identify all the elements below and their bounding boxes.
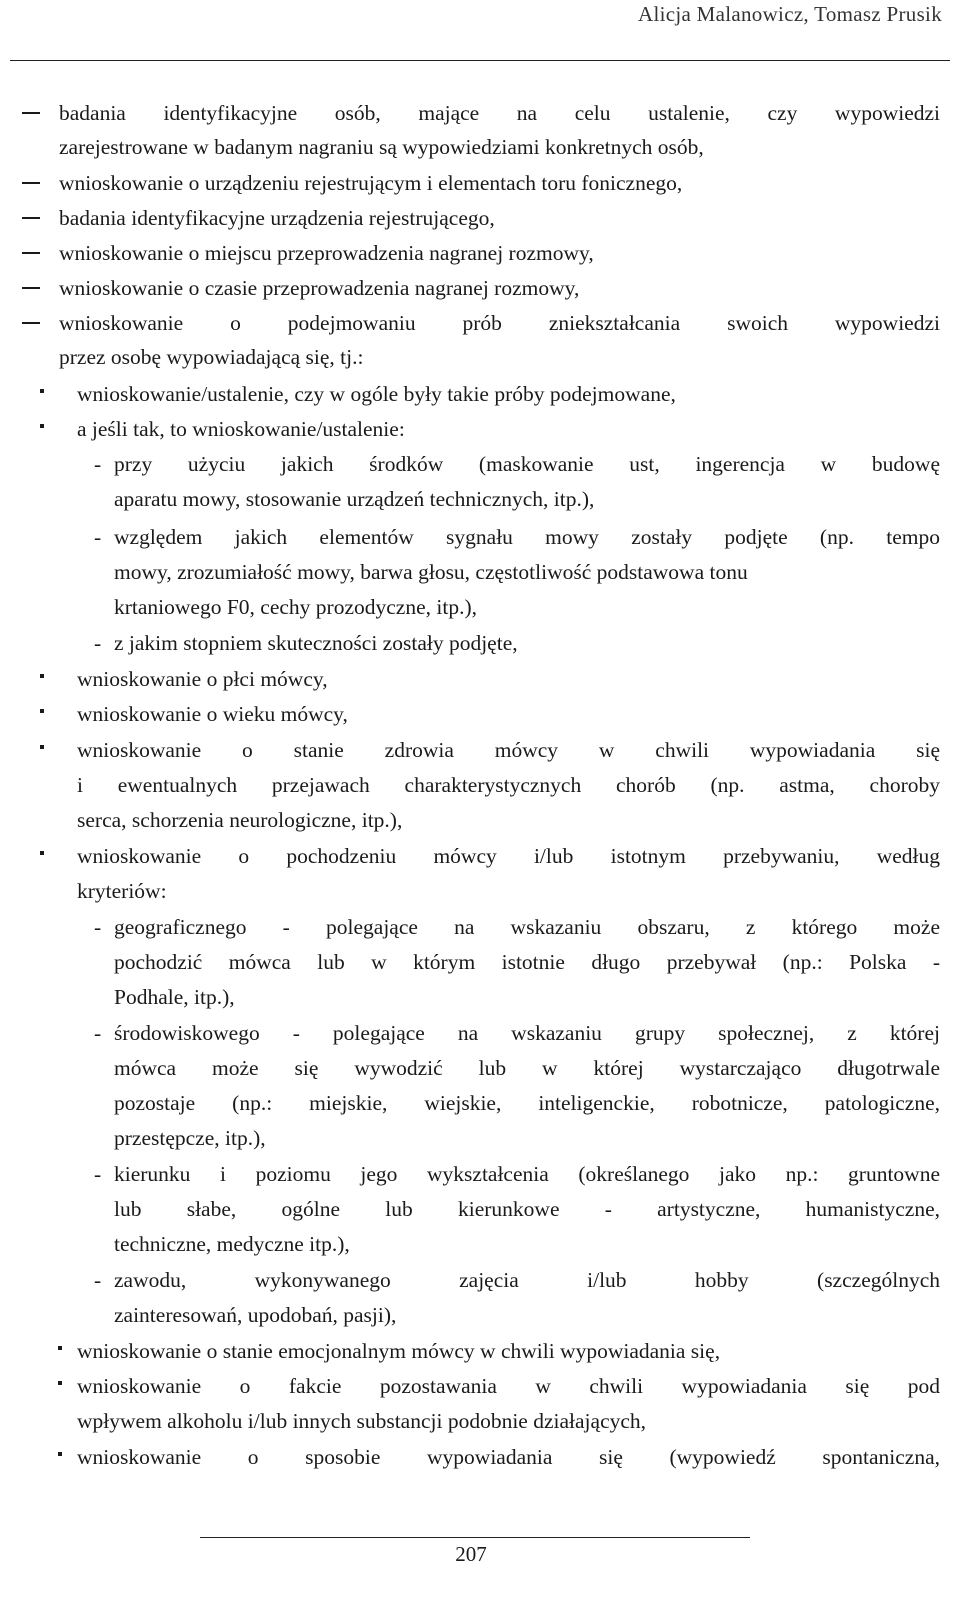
dash-bullet bbox=[22, 252, 40, 254]
text-line: środowiskowego - polegające na wskazaniu grupy społecznej, z której bbox=[114, 1021, 940, 1045]
text-line: zawodu, wykonywanego zajęcia i/lub hobby (szczególnych bbox=[114, 1268, 940, 1292]
text-line: przez osobę wypowiadającą się, tj.: bbox=[59, 345, 364, 369]
text-line: mówca może się wywodzić lub w której wystarczająco długotrwale bbox=[114, 1056, 940, 1080]
running-header: Alicja Malanowicz, Tomasz Prusik bbox=[637, 2, 942, 26]
text-line: krtaniowego F0, cechy prozodyczne, itp.), bbox=[114, 595, 477, 619]
text-line: wnioskowanie o stanie emocjonalnym mówcy w chwili wypowiadania się, bbox=[77, 1339, 721, 1363]
text-line: a jeśli tak, to wnioskowanie/ustalenie: bbox=[77, 417, 405, 441]
hyphen-bullet: - bbox=[94, 1162, 102, 1186]
dash-bullet bbox=[22, 112, 40, 114]
dash-bullet bbox=[22, 217, 40, 219]
dot-bullet bbox=[58, 1452, 62, 1456]
text-line: względem jakich elementów sygnału mowy zostały podjęte (np. tempo bbox=[114, 525, 940, 549]
text-line: wnioskowanie o sposobie wypowiadania się (wypowiedź spontaniczna, bbox=[77, 1445, 940, 1469]
text-line: zainteresowań, upodobań, pasji), bbox=[114, 1303, 397, 1327]
text-line: przestępcze, itp.), bbox=[114, 1126, 266, 1150]
text-line: wnioskowanie/ustalenie, czy w ogóle były takie próby podejmowane, bbox=[77, 382, 676, 406]
text-line: wnioskowanie o podejmowaniu prób zniekształcania swoich wypowiedzi bbox=[59, 311, 940, 335]
text-line: serca, schorzenia neurologiczne, itp.), bbox=[77, 808, 403, 832]
hyphen-bullet: - bbox=[94, 1268, 102, 1292]
text-line: aparatu mowy, stosowanie urządzeń technicznych, itp.), bbox=[114, 487, 595, 511]
text-line: badania identyfikacyjne osób, mające na celu ustalenie, czy wypowiedzi bbox=[59, 101, 940, 125]
text-line: wnioskowanie o czasie przeprowadzenia nagranej rozmowy, bbox=[59, 276, 580, 300]
dot-bullet bbox=[40, 709, 44, 713]
footer-rule bbox=[200, 1537, 750, 1538]
text-line: wpływem alkoholu i/lub innych substancji podobnie działających, bbox=[77, 1409, 647, 1433]
text-line: kierunku i poziomu jego wykształcenia (określanego jako np.: gruntowne bbox=[114, 1162, 940, 1186]
hyphen-bullet: - bbox=[94, 525, 102, 549]
dot-bullet bbox=[58, 1346, 62, 1350]
page-number: 207 bbox=[455, 1542, 487, 1566]
dash-bullet bbox=[22, 287, 40, 289]
text-line: Podhale, itp.), bbox=[114, 985, 235, 1009]
text-line: zarejestrowane w badanym nagraniu są wypowiedziami konkretnych osób, bbox=[59, 135, 704, 159]
dot-bullet bbox=[40, 745, 44, 749]
text-line: i ewentualnych przejawach charakterystycznych chorób (np. astma, choroby bbox=[77, 773, 940, 797]
text-line: pochodzić mówca lub w którym istotnie długo przebywał (np.: Polska - bbox=[114, 950, 940, 974]
text-line: geograficznego - polegające na wskazaniu obszaru, z którego może bbox=[114, 915, 940, 939]
text-line: badania identyfikacyjne urządzenia rejestrującego, bbox=[59, 206, 495, 230]
text-line: wnioskowanie o pochodzeniu mówcy i/lub istotnym przebywaniu, według bbox=[77, 844, 940, 868]
text-line: wnioskowanie o płci mówcy, bbox=[77, 667, 328, 691]
text-line: lub słabe, ogólne lub kierunkowe - artystyczne, humanistyczne, bbox=[114, 1197, 940, 1221]
header-rule bbox=[10, 60, 950, 61]
text-line: wnioskowanie o wieku mówcy, bbox=[77, 702, 348, 726]
text-line: z jakim stopniem skuteczności zostały podjęte, bbox=[114, 631, 518, 655]
hyphen-bullet: - bbox=[94, 452, 102, 476]
dot-bullet bbox=[40, 851, 44, 855]
dot-bullet bbox=[58, 1381, 62, 1385]
hyphen-bullet: - bbox=[94, 1021, 102, 1045]
text-line: mowy, zrozumiałość mowy, barwa głosu, częstotliwość podstawowa tonu bbox=[114, 560, 748, 584]
hyphen-bullet: - bbox=[94, 631, 102, 655]
text-line: techniczne, medyczne itp.), bbox=[114, 1232, 350, 1256]
dash-bullet bbox=[22, 182, 40, 184]
text-line: wnioskowanie o urządzeniu rejestrującym i elementach toru fonicznego, bbox=[59, 171, 683, 195]
text-line: wnioskowanie o fakcie pozostawania w chwili wypowiadania się pod bbox=[77, 1374, 940, 1398]
dash-bullet bbox=[22, 322, 40, 324]
dot-bullet bbox=[40, 674, 44, 678]
text-line: przy użyciu jakich środków (maskowanie ust, ingerencja w budowę bbox=[114, 452, 940, 476]
text-line: pozostaje (np.: miejskie, wiejskie, inteligenckie, robotnicze, patologiczne, bbox=[114, 1091, 940, 1115]
text-line: wnioskowanie o miejscu przeprowadzenia nagranej rozmowy, bbox=[59, 241, 594, 265]
text-line: kryteriów: bbox=[77, 879, 167, 903]
dot-bullet bbox=[40, 424, 44, 428]
text-line: wnioskowanie o stanie zdrowia mówcy w chwili wypowiadania się bbox=[77, 738, 940, 762]
hyphen-bullet: - bbox=[94, 915, 102, 939]
dot-bullet bbox=[40, 389, 44, 393]
